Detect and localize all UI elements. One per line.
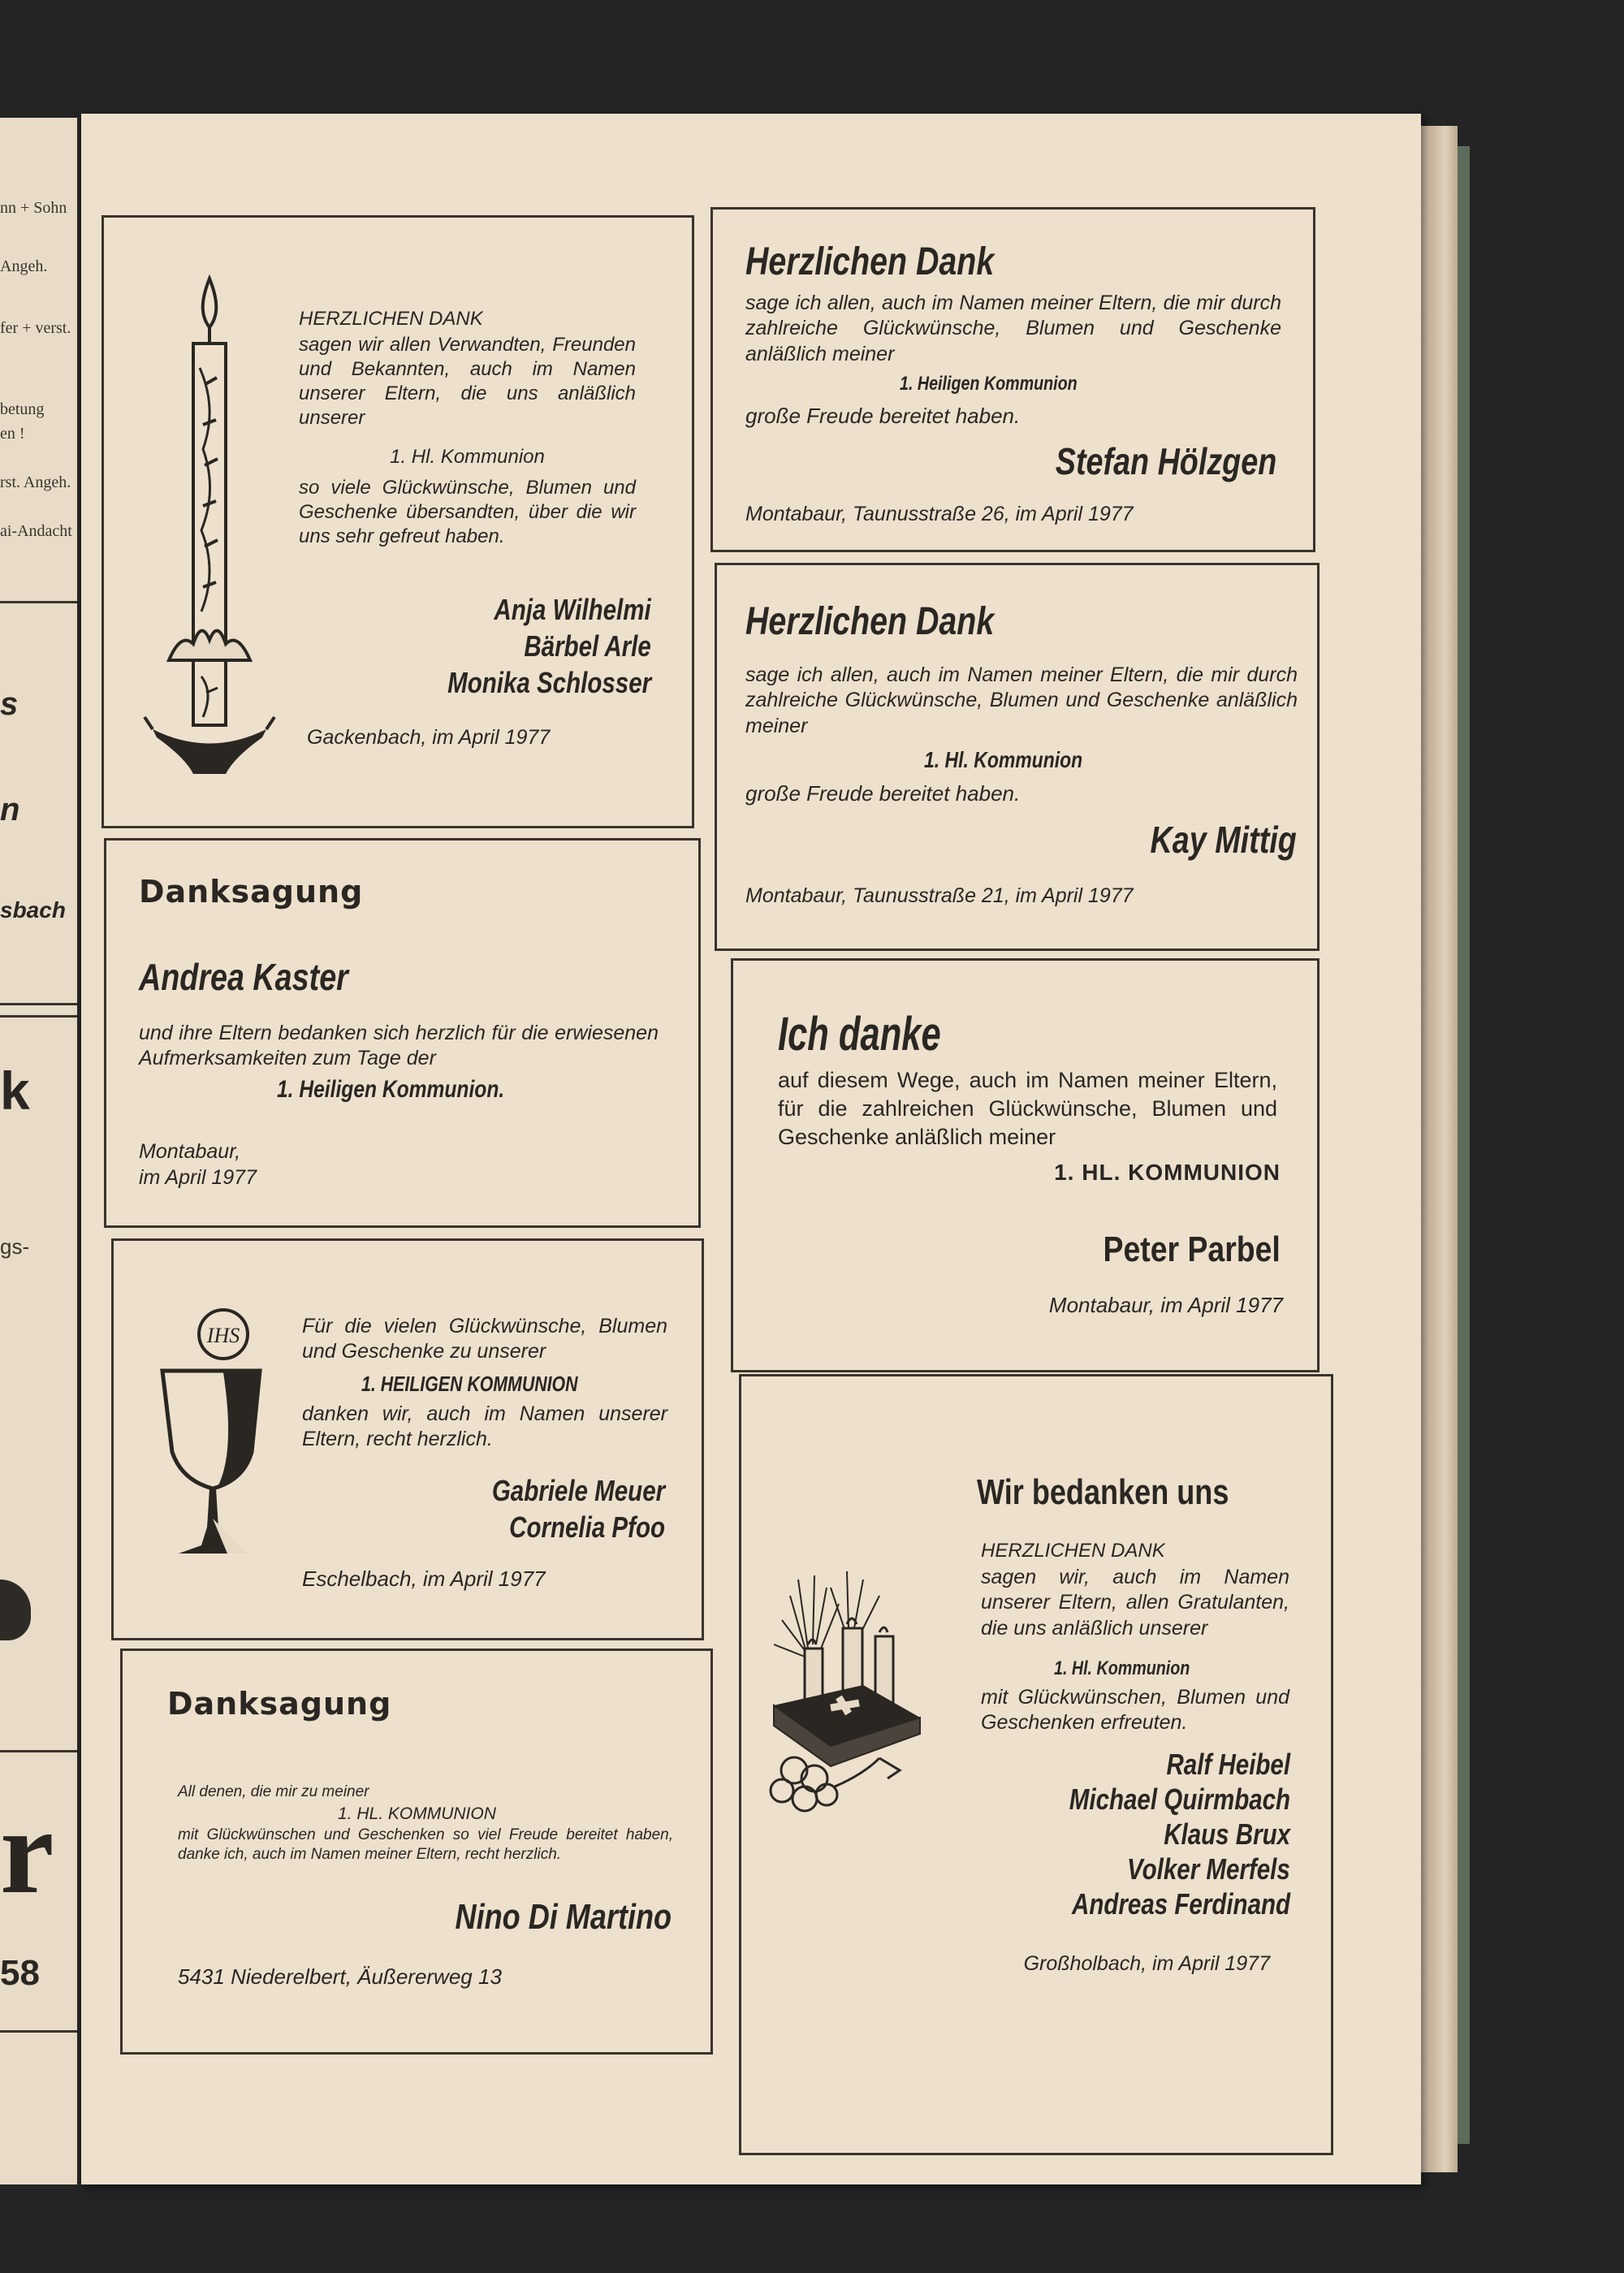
- ad-body: auf diesem Wege, auch im Namen meiner Eltern, für die zahlreichen Glückwünsche, Blumen und Geschenke anläßlich meiner: [778, 1068, 1277, 1150]
- host-inscription: IHS: [206, 1324, 240, 1347]
- left-logo-fragment: [0, 1579, 31, 1640]
- ad-signature: Kay Mittig: [1150, 819, 1297, 861]
- ad-signature: Volker Merfels: [1127, 1852, 1290, 1886]
- ad-place-date: Montabaur, im April 1977: [1048, 1293, 1283, 1317]
- ad-event: 1. HEILIGEN KOMMUNION: [361, 1372, 578, 1396]
- ad-body: so viele Glückwünsche, Blumen und Geschenke übersandten, über die wir uns sehr gefreut haben.: [299, 477, 636, 547]
- ad-signature: Stefan Hölzgen: [1055, 440, 1276, 482]
- ad-place-date: 5431 Niederelbert, Äußererweg 13: [178, 1964, 502, 1989]
- ad-date: im April 1977: [139, 1166, 257, 1189]
- chalice-icon: [146, 1306, 276, 1574]
- ad-body: danken wir, auch im Namen unserer Eltern, recht herzlich.: [302, 1402, 667, 1451]
- left-fragment: fer + verst.: [0, 319, 71, 337]
- ad-name: Andrea Kaster: [139, 956, 348, 998]
- left-fragment: en !: [0, 425, 25, 443]
- divider: [0, 2030, 77, 2033]
- ad-heading: Danksagung: [139, 874, 364, 910]
- newspaper-page: [81, 114, 1421, 2184]
- left-fragment: betung: [0, 400, 45, 418]
- ad-body: sage ich allen, auch im Namen meiner Eltern, die mir durch zahlreiche Glückwünsche, Blumen und Geschenke anläßlich meiner: [745, 292, 1281, 365]
- ad-body: große Freude bereitet haben.: [745, 781, 1021, 806]
- divider: [0, 1003, 77, 1005]
- ad-event: 1. HL. KOMMUNION: [338, 1804, 496, 1823]
- left-fragment: 58: [0, 1953, 40, 1993]
- ad-event: 1. Hl. Kommunion: [924, 747, 1083, 772]
- ad-heading: Herzlichen Dank: [745, 600, 995, 643]
- ad-place-date: Montabaur, Taunusstraße 21, im April 1977: [745, 884, 1134, 907]
- left-page-strip: [0, 118, 77, 2184]
- ad-signature: Gabriele Meuer: [491, 1474, 665, 1507]
- left-fragment: nn + Sohn: [0, 199, 67, 217]
- left-fragment: Angeh.: [0, 257, 48, 275]
- ad-nino-di-martino: [120, 1649, 713, 2055]
- ad-heading: Danksagung: [167, 1686, 392, 1722]
- ad-place-date: Großholbach, im April 1977: [1023, 1952, 1270, 1975]
- ad-event: 1. Heiligen Kommunion.: [277, 1076, 505, 1103]
- left-fragment: s: [0, 686, 19, 722]
- ad-body: Für die vielen Glückwünsche, Blumen und Geschenke zu unserer: [302, 1315, 667, 1363]
- ad-event: 1. HL. KOMMUNION: [1054, 1160, 1281, 1185]
- left-fragment: gs-: [0, 1234, 30, 1259]
- ad-kay-mittig: [715, 563, 1320, 951]
- ad-body: und ihre Eltern bedanken sich herzlich für die erwiesenen Aufmerksamkeiten zum Tage der: [139, 1022, 659, 1070]
- divider: [0, 1750, 77, 1752]
- ad-signature: Michael Quirmbach: [1069, 1783, 1290, 1816]
- left-fragment: rst. Angeh.: [0, 473, 71, 491]
- candle-icon: [136, 262, 283, 782]
- ad-peter-parbel: [731, 958, 1320, 1372]
- ad-body: große Freude bereitet haben.: [745, 404, 1021, 428]
- left-fragment: n: [0, 792, 20, 828]
- page-edge: [1417, 126, 1458, 2172]
- ad-body: All denen, die mir zu meiner: [178, 1783, 369, 1800]
- left-fragment: k: [0, 1061, 30, 1121]
- ad-andrea-kaster: [104, 838, 701, 1228]
- ad-event: 1. Hl. Kommunion: [390, 446, 545, 468]
- ad-stefan-hoelzgen: [710, 207, 1315, 552]
- ad-body: mit Glückwünschen, Blumen und Geschenken erfreuten.: [981, 1686, 1289, 1735]
- ad-gabriele-meuer: [111, 1238, 704, 1640]
- ad-signature: Nino Di Martino: [455, 1897, 672, 1937]
- ad-signature: Cornelia Pfoo: [509, 1510, 665, 1544]
- ad-body: sage ich allen, auch im Namen meiner Eltern, die mir durch zahlreiche Glückwünsche, Blumen und Geschenke anläßlich meiner: [745, 663, 1298, 737]
- ad-body: mit Glückwünschen und Geschenken so viel Freude bereitet haben, danke ich, auch im Namen meiner Eltern, recht herzlich.: [178, 1826, 673, 1863]
- ad-place-date: Eschelbach, im April 1977: [302, 1566, 546, 1591]
- ad-anja-wilhelmi: [102, 215, 694, 828]
- ad-signature: Klaus Brux: [1164, 1817, 1290, 1851]
- divider: [0, 601, 77, 603]
- ad-body: sagen wir, auch im Namen unserer Eltern, allen Gratulanten, die uns anläßlich unserer: [981, 1566, 1289, 1640]
- bible-candles-icon: [758, 1563, 936, 1823]
- ad-header: HERZLICHEN DANK: [299, 308, 483, 330]
- ad-place-date: Montabaur, Taunusstraße 26, im April 1977: [745, 503, 1134, 525]
- ad-body: sagen wir allen Verwandten, Freunden und Bekannten, auch im Namen unserer Eltern, die uns anläßlich unserer: [299, 334, 636, 429]
- ad-heading: Wir bedanken uns: [977, 1472, 1229, 1512]
- ad-heading: Ich danke: [778, 1008, 941, 1061]
- left-fragment: ai-Andacht: [0, 522, 72, 540]
- ad-signature: Bärbel Arle: [524, 629, 651, 663]
- left-fragment: r: [0, 1784, 54, 1919]
- ad-signature: Ralf Heibel: [1166, 1748, 1290, 1781]
- ad-header: HERZLICHEN DANK: [981, 1540, 1165, 1562]
- ad-signature: Andreas Ferdinand: [1071, 1887, 1290, 1921]
- ad-place: Montabaur,: [139, 1140, 241, 1163]
- divider: [0, 1015, 77, 1018]
- ad-heading: Herzlichen Dank: [745, 240, 995, 283]
- ad-signature: Peter Parbel: [1103, 1229, 1281, 1269]
- left-fragment: sbach: [0, 897, 66, 923]
- ad-place-date: Gackenbach, im April 1977: [307, 726, 551, 749]
- ad-signature: Monika Schlosser: [447, 666, 651, 699]
- ad-event: 1. Hl. Kommunion: [1054, 1657, 1190, 1679]
- ad-event: 1. Heiligen Kommunion: [900, 373, 1078, 395]
- ad-signature: Anja Wilhelmi: [494, 593, 651, 626]
- ad-wir-bedanken-uns: [739, 1374, 1333, 2155]
